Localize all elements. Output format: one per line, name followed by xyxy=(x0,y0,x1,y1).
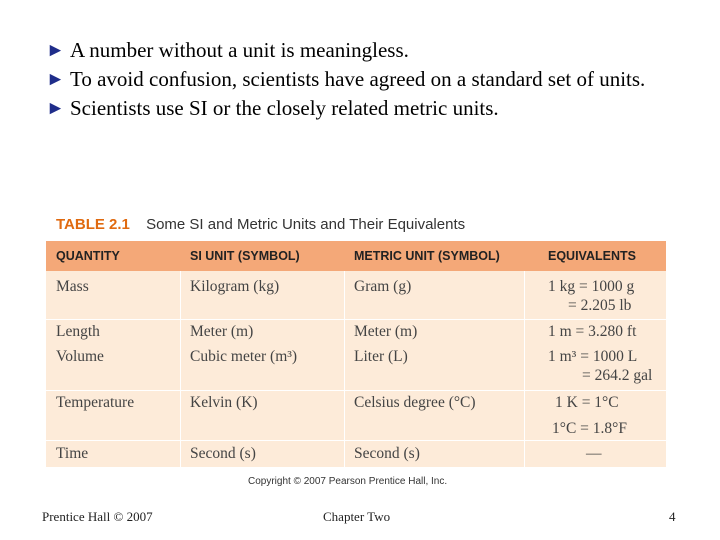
cell-quantity: Mass xyxy=(56,278,89,295)
row-divider xyxy=(46,440,666,441)
cell-metric-unit: Second (s) xyxy=(354,445,420,462)
cell-si-unit: Kelvin (K) xyxy=(190,394,258,411)
table-caption: Some SI and Metric Units and Their Equivalents xyxy=(146,216,466,233)
cell-equivalent: 1 m = 3.280 ft xyxy=(548,323,637,340)
bullet-text: To avoid confusion, scientists have agreed on a standard set of units. xyxy=(70,67,646,91)
cell-equivalent: 1°C = 1.8°F xyxy=(552,420,627,437)
cell-quantity: Temperature xyxy=(56,394,135,411)
column-divider xyxy=(524,271,525,467)
footer-center: Chapter Two xyxy=(323,509,391,524)
cell-equivalent: = 264.2 gal xyxy=(582,367,653,384)
header-quantity: QUANTITY xyxy=(56,249,120,263)
cell-quantity: Length xyxy=(56,323,100,340)
units-table xyxy=(46,241,666,467)
bullet-text: A number without a unit is meaningless. xyxy=(70,38,409,62)
cell-equivalent: = 2.205 lb xyxy=(568,297,632,314)
bullet-text: Scientists use SI or the closely related metric units. xyxy=(70,96,499,120)
page-number: 4 xyxy=(669,509,676,524)
column-divider xyxy=(180,271,181,467)
header-metric-unit: METRIC UNIT (SYMBOL) xyxy=(354,249,500,263)
cell-equivalent: 1 kg = 1000 g xyxy=(548,278,635,295)
cell-si-unit: Kilogram (kg) xyxy=(190,278,280,295)
bullet-item xyxy=(46,94,686,123)
cell-si-unit: Meter (m) xyxy=(190,323,254,340)
bullet-arrow-icon: ► xyxy=(46,98,65,119)
cell-si-unit: Second (s) xyxy=(190,445,256,462)
cell-si-unit: Cubic meter (m³) xyxy=(190,348,298,365)
table-title xyxy=(56,216,465,233)
copyright-notice: Copyright © 2007 Pearson Prentice Hall, Inc. xyxy=(248,476,448,487)
cell-quantity: Time xyxy=(56,445,89,462)
bullet-arrow-icon: ► xyxy=(46,40,65,61)
footer-left: Prentice Hall © 2007 xyxy=(42,509,153,524)
table-label: TABLE 2.1 xyxy=(56,216,130,233)
bullet-item xyxy=(46,65,686,94)
cell-quantity: Volume xyxy=(56,348,104,365)
cell-equivalent: 1 K = 1°C xyxy=(555,394,619,411)
row-divider xyxy=(46,319,666,320)
table-header xyxy=(46,241,666,271)
cell-metric-unit: Gram (g) xyxy=(354,278,412,295)
header-equivalents: EQUIVALENTS xyxy=(548,249,636,263)
row-divider xyxy=(46,390,666,391)
header-si-unit: SI UNIT (SYMBOL) xyxy=(190,249,300,263)
bullet-list xyxy=(46,36,686,123)
bullet-item xyxy=(46,36,686,65)
cell-metric-unit: Liter (L) xyxy=(354,348,408,365)
cell-metric-unit: Meter (m) xyxy=(354,323,418,340)
cell-equivalent: — xyxy=(586,445,602,462)
bullet-arrow-icon: ► xyxy=(46,69,65,90)
cell-equivalent: 1 m³ = 1000 L xyxy=(548,348,638,365)
column-divider xyxy=(344,271,345,467)
cell-metric-unit: Celsius degree (°C) xyxy=(354,394,476,411)
